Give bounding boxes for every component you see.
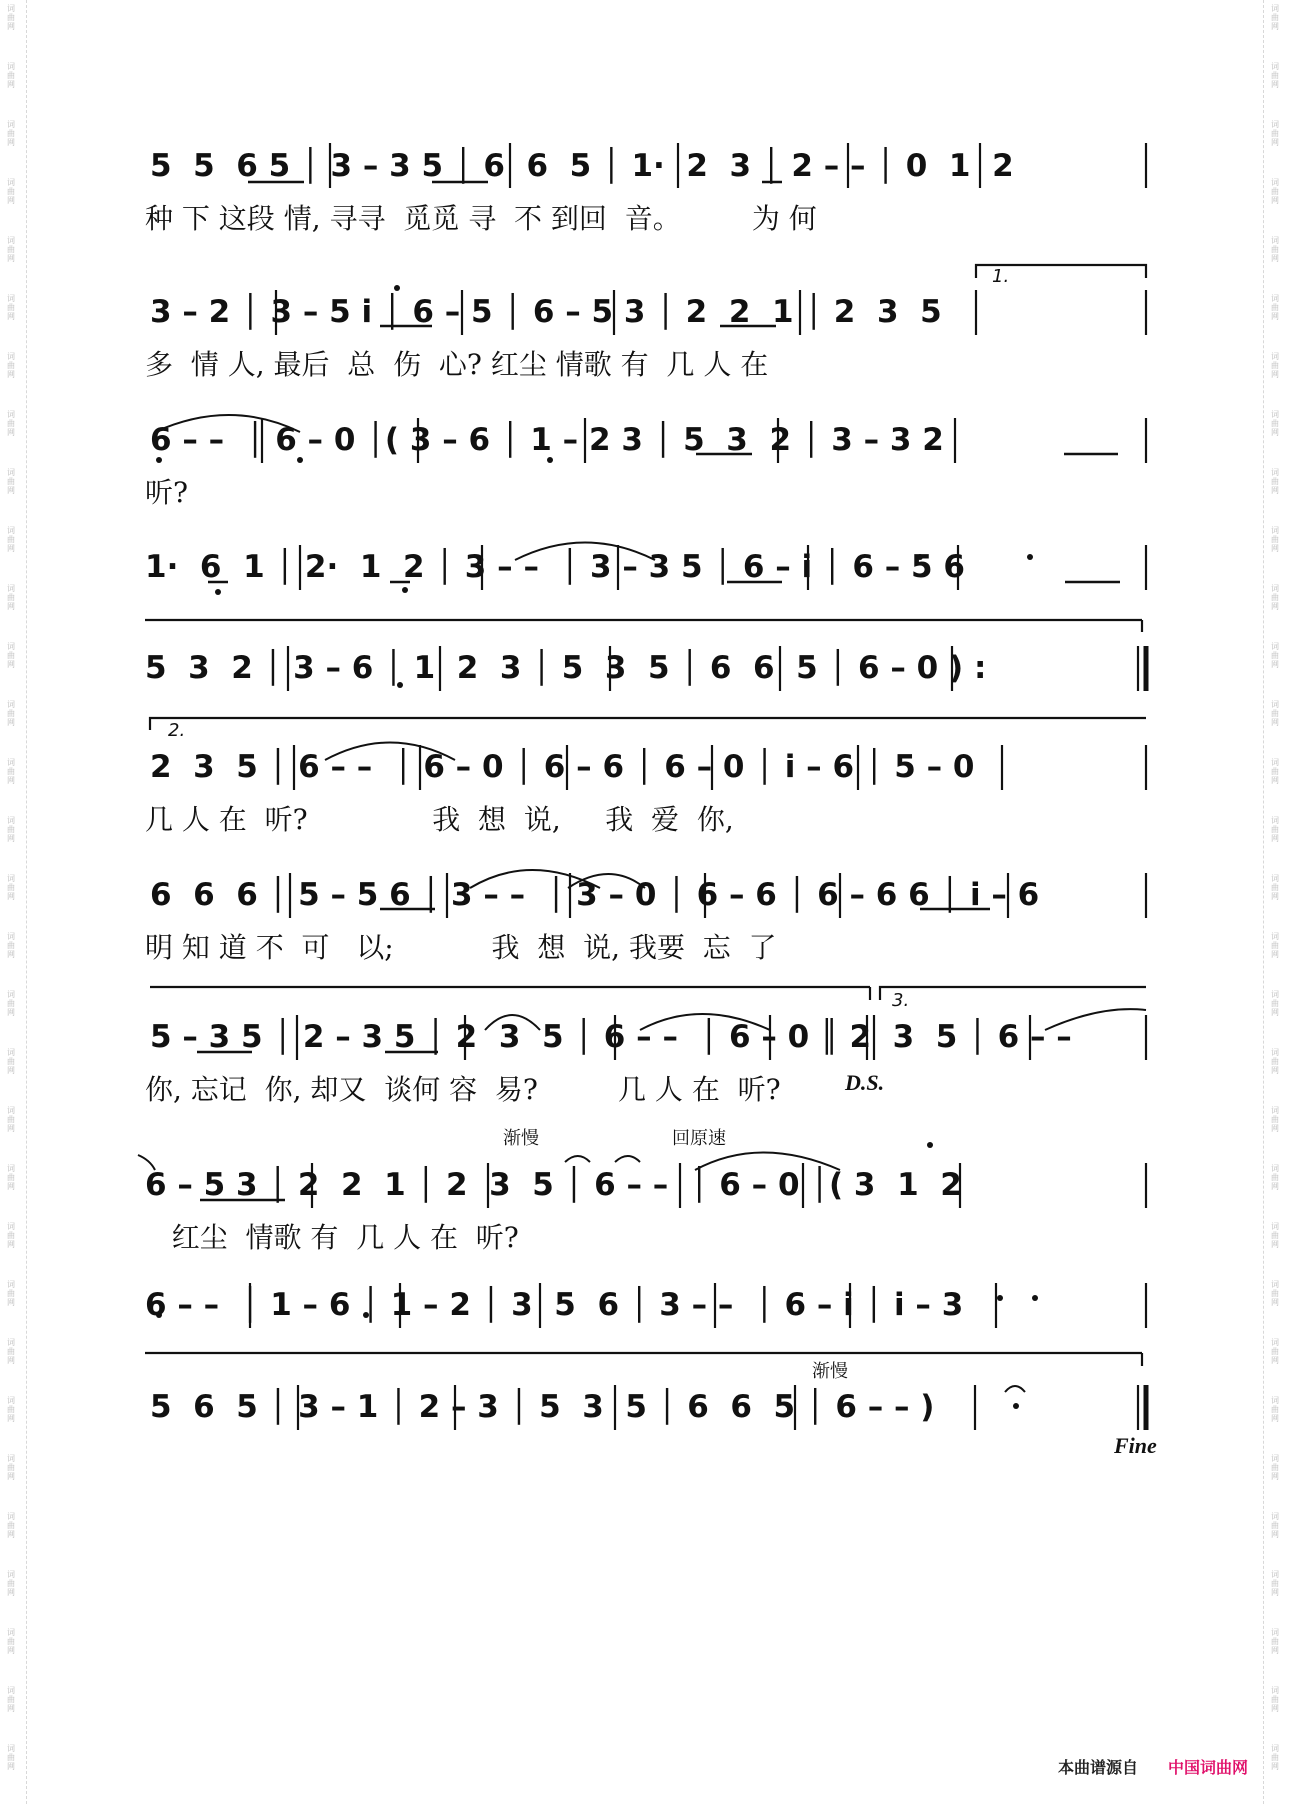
notes-row-11: 5 6 5 │ 3 – 1 │ 2 – 3 │ 5 3 5 │ 6 6 5 │ 6 – – ) (150, 1389, 935, 1425)
watermark-mark: 词 曲 网 (1271, 1222, 1279, 1249)
watermark-mark: 词 曲 网 (1271, 1744, 1279, 1771)
watermark-mark: 词 曲 网 (1271, 932, 1279, 959)
watermark-mark: 词 曲 网 (1271, 352, 1279, 379)
notes-row-6: 2 3 5 │ 6 – – │ 6 – 0 │ 6 – 6 │ 6 – 0 │ i – 6 │ 5 – 0 (150, 749, 975, 785)
tempo-slow-marker: 渐慢 (503, 1128, 539, 1149)
tempo-resume-marker: 回原速 (672, 1128, 726, 1149)
watermark-mark: 词 曲 网 (7, 1570, 15, 1597)
watermark-mark: 词 曲 网 (7, 1338, 15, 1365)
watermark-mark: 词 曲 网 (1271, 700, 1279, 727)
watermark-mark: 词 曲 网 (1271, 816, 1279, 843)
watermark-mark: 词 曲 网 (7, 1454, 15, 1481)
watermark-mark: 词 曲 网 (1271, 1164, 1279, 1191)
watermark-mark: 词 曲 网 (1271, 1396, 1279, 1423)
watermark-mark: 词 曲 网 (7, 1048, 15, 1075)
watermark-mark: 词 曲 网 (7, 642, 15, 669)
watermark-mark: 词 曲 网 (7, 1744, 15, 1771)
watermark-mark: 词 曲 网 (7, 1628, 15, 1655)
watermark-mark: 词 曲 网 (7, 178, 15, 205)
notes-row-9: 6 – 5 3 │ 2 2 1 │ 2 3 5 │ 6 – – │ 6 – 0 │( 3 1 2 (145, 1167, 962, 1203)
watermark-mark: 词 曲 网 (1271, 1048, 1279, 1075)
watermark-mark: 词 曲 网 (1271, 1454, 1279, 1481)
watermark-mark: 词 曲 网 (1271, 236, 1279, 263)
watermark-mark: 词 曲 网 (7, 120, 15, 147)
watermark-mark: 词 曲 网 (7, 1396, 15, 1423)
watermark-mark: 词 曲 网 (7, 1280, 15, 1307)
watermark-mark: 词 曲 网 (7, 758, 15, 785)
lyrics-row-3: 听? (145, 476, 189, 509)
notes-row-4: 1· 6 1 │ 2· 1 2 │ 3 – – │ 3 – 3 5 │ 6 – i │ 6 – 5 6 (145, 549, 965, 585)
watermark-mark: 词 曲 网 (1271, 1106, 1279, 1133)
footer-source-label: 本曲谱源自 (1058, 1758, 1139, 1777)
lyrics-row-7: 明 知 道 不 可 以; 我 想 说, 我要 忘 了 (145, 931, 777, 964)
volta-3-label: 3. (892, 990, 910, 1011)
notes-row-10: 6 – – │ 1 – 6 │ 1 – 2 │ 3 5 6 │ 3 – – │ 6 – i │ i – 3 (145, 1287, 964, 1323)
watermark-mark: 词 曲 网 (7, 1686, 15, 1713)
watermark-mark: 词 曲 网 (1271, 1280, 1279, 1307)
watermark-mark: 词 曲 网 (1271, 1570, 1279, 1597)
watermark-mark: 词 曲 网 (1271, 62, 1279, 89)
notes-row-5: 5 3 2 │ 3 – 6 │ 1 2 3 │ 5 3 5 │ 6 6 5 │ 6 – 0 ) : (145, 650, 987, 686)
watermark-mark: 词 曲 网 (7, 584, 15, 611)
notes-row-8: 5 – 3 5 │ 2 – 3 5 │ 2 3 5 │ 6 – – │ 6 – 0 ║ 2 3 5 │ 6 – – (150, 1019, 1072, 1055)
fine-marker: Fine (1114, 1433, 1157, 1458)
watermark-mark: 词 曲 网 (1271, 4, 1279, 31)
ds-marker: D.S. (845, 1070, 885, 1095)
watermark-mark: 词 曲 网 (1271, 468, 1279, 495)
watermark-mark: 词 曲 网 (1271, 178, 1279, 205)
watermark-mark: 词 曲 网 (7, 62, 15, 89)
watermark-mark: 词 曲 网 (1271, 1628, 1279, 1655)
watermark-mark: 词 曲 网 (1271, 758, 1279, 785)
watermark-mark: 词 曲 网 (1271, 990, 1279, 1017)
lyrics-row-9: 红尘 情歌 有 几 人 在 听? (145, 1221, 519, 1254)
watermark-mark: 词 曲 网 (1271, 120, 1279, 147)
watermark-mark: 词 曲 网 (7, 468, 15, 495)
lyrics-row-6: 几 人 在 听? 我 想 说, 我 爱 你, (145, 803, 734, 836)
watermark-mark: 词 曲 网 (7, 1512, 15, 1539)
notes-row-1: 5 5 6 5 │ 3 – 3 5 │ 6 6 5 │ 1· 2 3 │ 2 – – │ 0 1 2 (150, 148, 1014, 184)
watermark-mark: 词 曲 网 (1271, 1686, 1279, 1713)
watermark-mark: 词 曲 网 (7, 526, 15, 553)
watermark-mark: 词 曲 网 (7, 1106, 15, 1133)
volta-1-label: 1. (992, 266, 1010, 287)
lyrics-row-8: 你, 忘记 你, 却又 谈何 容 易? 几 人 在 听? (145, 1073, 781, 1106)
lyrics-row-1: 种 下 这段 情, 寻寻 觅觅 寻 不 到回 音。 为 何 (145, 202, 817, 235)
watermark-mark: 词 曲 网 (7, 932, 15, 959)
watermark-mark: 词 曲 网 (1271, 1338, 1279, 1365)
watermark-mark: 词 曲 网 (1271, 1512, 1279, 1539)
tempo-slow-marker-2: 渐慢 (812, 1361, 848, 1382)
watermark-mark: 词 曲 网 (1271, 526, 1279, 553)
watermark-mark: 词 曲 网 (7, 236, 15, 263)
watermark-mark: 词 曲 网 (1271, 410, 1279, 437)
footer-site-name[interactable]: 中国词曲网 (1168, 1758, 1249, 1777)
watermark-mark: 词 曲 网 (7, 410, 15, 437)
watermark-mark: 词 曲 网 (1271, 874, 1279, 901)
notes-row-2: 3 – 2 │ 3 – 5 i │ 6 – 5 │ 6 – 5 3 │ 2 2 1 │ 2 3 5 (150, 294, 942, 330)
watermark-mark: 词 曲 网 (1271, 294, 1279, 321)
watermark-mark: 词 曲 网 (7, 816, 15, 843)
watermark-mark: 词 曲 网 (7, 1164, 15, 1191)
watermark-mark: 词 曲 网 (7, 874, 15, 901)
watermark-mark: 词 曲 网 (1271, 642, 1279, 669)
watermark-mark: 词 曲 网 (7, 990, 15, 1017)
watermark-mark: 词 曲 网 (7, 294, 15, 321)
lyrics-row-2: 多 情 人, 最后 总 伤 心? 红尘 情歌 有 几 人 在 (145, 348, 769, 381)
watermark-mark: 词 曲 网 (7, 1222, 15, 1249)
watermark-mark: 词 曲 网 (7, 352, 15, 379)
watermark-mark: 词 曲 网 (7, 700, 15, 727)
volta-2-label: 2. (168, 720, 186, 741)
notes-row-3: 6 – – │ 6 – 0 │( 3 – 6 │ 1 – 2 3 │ 5 3 2 │ 3 – 3 2 (150, 422, 944, 458)
watermark-mark: 词 曲 网 (1271, 584, 1279, 611)
notes-row-7: 6 6 6 │ 5 – 5 6 │ 3 – – │ 3 – 0 │ 6 – 6 │ 6 – 6 6 │ i – 6 (150, 877, 1040, 913)
watermark-mark: 词 曲 网 (7, 4, 15, 31)
